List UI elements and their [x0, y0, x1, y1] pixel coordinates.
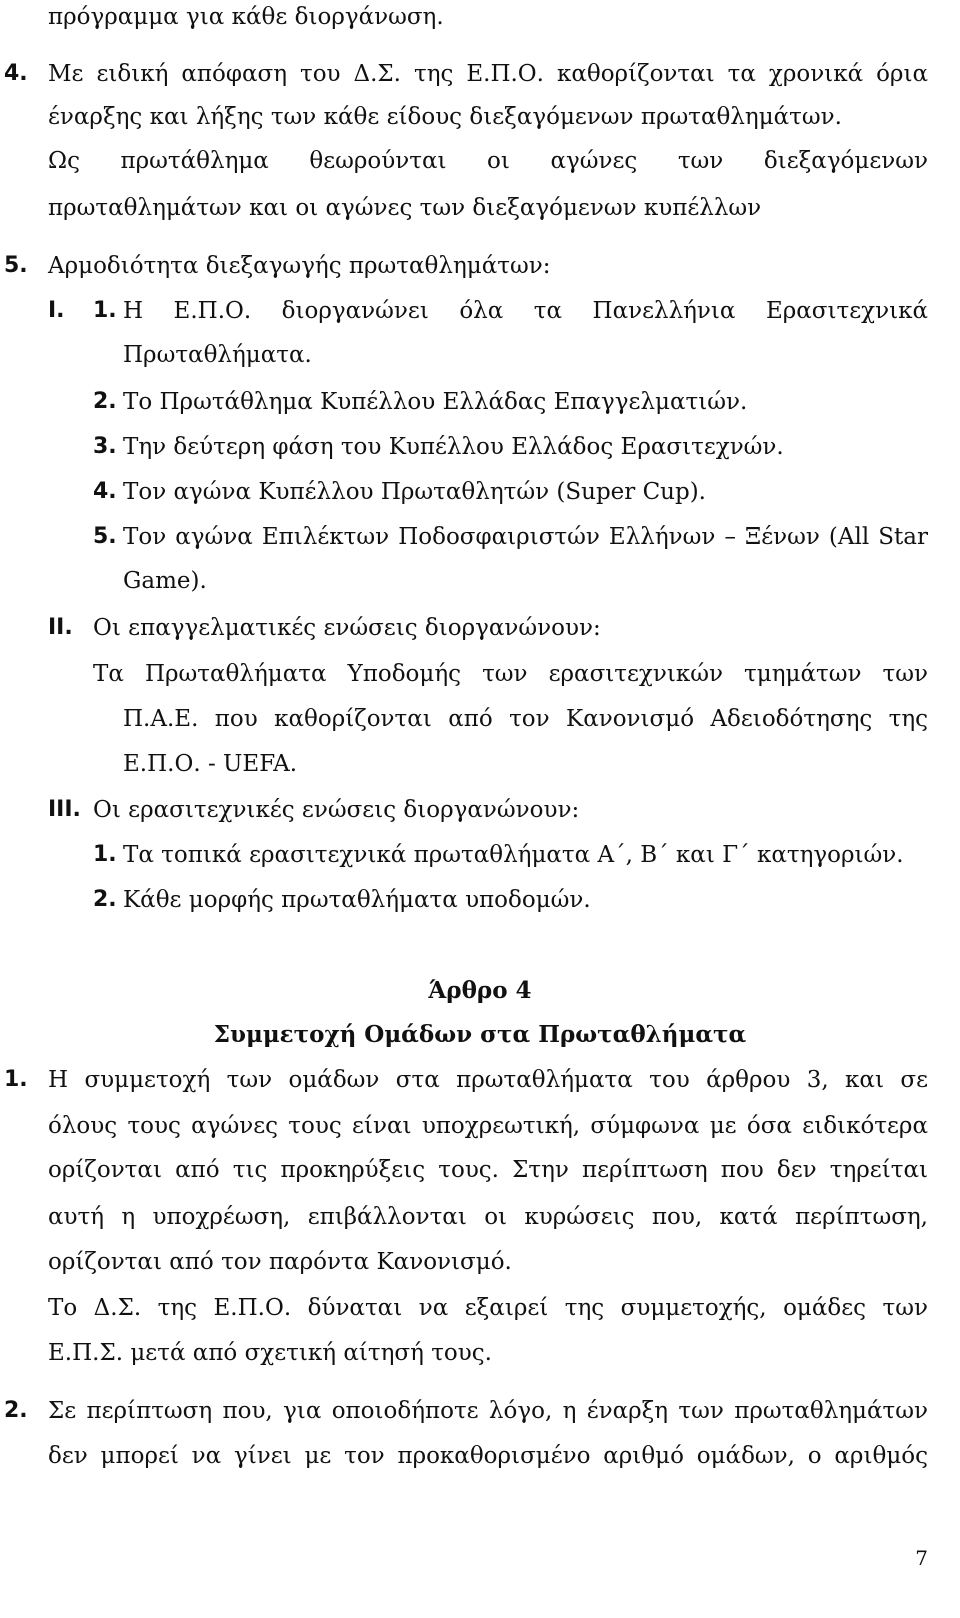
section-roman-numeral: I. [48, 298, 65, 323]
text-line: Το Δ.Σ. της Ε.Π.Ο. δύναται να εξαιρεί της συμμετοχής, ομάδες των [48, 1295, 928, 1321]
section-roman-numeral: III. [48, 797, 81, 822]
list-item-number: 5. [93, 524, 117, 549]
paragraph-number: 1. [4, 1067, 28, 1092]
text-line: αυτή η υποχρέωση, επιβάλλονται οι κυρώσεις που, κατά περίπτωση, [48, 1204, 928, 1230]
text-line: έναρξης και λήξης των κάθε είδους διεξαγόμενων πρωταθλημάτων. [48, 104, 842, 130]
list-item-number: 2. [93, 389, 117, 414]
text-line: πρωταθλημάτων και οι αγώνες των διεξαγόμενων κυπέλλων [48, 195, 762, 221]
article-title: Άρθρο 4 [428, 977, 532, 1004]
list-item-text: Η Ε.Π.Ο. διοργανώνει όλα τα Πανελλήνια Ερασιτεχνικά [123, 298, 928, 324]
text-line: Ε.Π.Σ. μετά από σχετική αίτησή τους. [48, 1340, 492, 1366]
article-subtitle: Συμμετοχή Ομάδων στα Πρωταθλήματα [213, 1021, 747, 1048]
list-item-text: Game). [123, 568, 207, 594]
list-item-text: Πρωταθλήματα. [123, 342, 312, 368]
text-line: Τα Πρωταθλήματα Υποδομής των ερασιτεχνικών τμημάτων των [93, 661, 928, 687]
list-item-number: 4. [93, 479, 117, 504]
section-roman-numeral: II. [48, 615, 73, 640]
list-item-text: Το Πρωτάθλημα Κυπέλλου Ελλάδας Επαγγελματιών. [123, 389, 748, 415]
list-item-text: Τα τοπικά ερασιτεχνικά πρωταθλήματα Α΄, Β΄ και Γ΄ κατηγοριών. [123, 842, 904, 868]
list-item-number: 1. [93, 298, 117, 323]
text-line: ορίζονται από τον παρόντα Κανονισμό. [48, 1249, 512, 1275]
text-line: Η συμμετοχή των ομάδων στα πρωταθλήματα του άρθρου 3, και σε [48, 1067, 928, 1093]
list-item-number: 1. [93, 842, 117, 867]
text-line: όλους τους αγώνες τους είναι υποχρεωτική, σύμφωνα με όσα ειδικότερα [48, 1113, 928, 1139]
text-line: Αρμοδιότητα διεξαγωγής πρωταθλημάτων: [48, 253, 551, 279]
text-line: ορίζονται από τις προκηρύξεις τους. Στην περίπτωση που δεν τηρείται [48, 1157, 928, 1183]
list-item-text: Τον αγώνα Επιλέκτων Ποδοσφαιριστών Ελλήνων – Ξένων (All Star [123, 524, 928, 550]
section-heading-text: Οι επαγγελματικές ενώσεις διοργανώνουν: [93, 615, 601, 641]
list-item-text: Κάθε μορφής πρωταθλήματα υποδομών. [123, 887, 591, 913]
list-item-number: 3. [93, 434, 117, 459]
text-line: Με ειδική απόφαση του Δ.Σ. της Ε.Π.Ο. καθορίζονται τα χρονικά όρια [48, 61, 928, 87]
text-line: Ε.Π.Ο. - UEFA. [123, 751, 298, 777]
text-line: Ως πρωτάθλημα θεωρούνται οι αγώνες των διεξαγόμενων [48, 148, 928, 174]
text-line: δεν μπορεί να γίνει με τον προκαθορισμένο αριθμό ομάδων, ο αριθμός [48, 1443, 928, 1469]
list-item-text: Την δεύτερη φάση του Κυπέλλου Ελλάδος Ερασιτεχνών. [123, 434, 784, 460]
text-line: πρόγραμμα για κάθε διοργάνωση. [48, 4, 444, 30]
paragraph-number: 4. [4, 61, 28, 86]
section-heading-text: Οι ερασιτεχνικές ενώσεις διοργανώνουν: [93, 797, 580, 823]
paragraph-number: 5. [4, 253, 28, 278]
text-line: Σε περίπτωση που, για οποιοδήποτε λόγο, η έναρξη των πρωταθλημάτων [48, 1398, 928, 1424]
page-number: 7 [915, 1546, 928, 1570]
list-item-number: 2. [93, 887, 117, 912]
paragraph-number: 2. [4, 1398, 28, 1423]
list-item-text: Τον αγώνα Κυπέλλου Πρωταθλητών (Super Cup). [123, 479, 706, 505]
text-line: Π.Α.Ε. που καθορίζονται από τον Κανονισμό Αδειοδότησης της [123, 706, 928, 732]
